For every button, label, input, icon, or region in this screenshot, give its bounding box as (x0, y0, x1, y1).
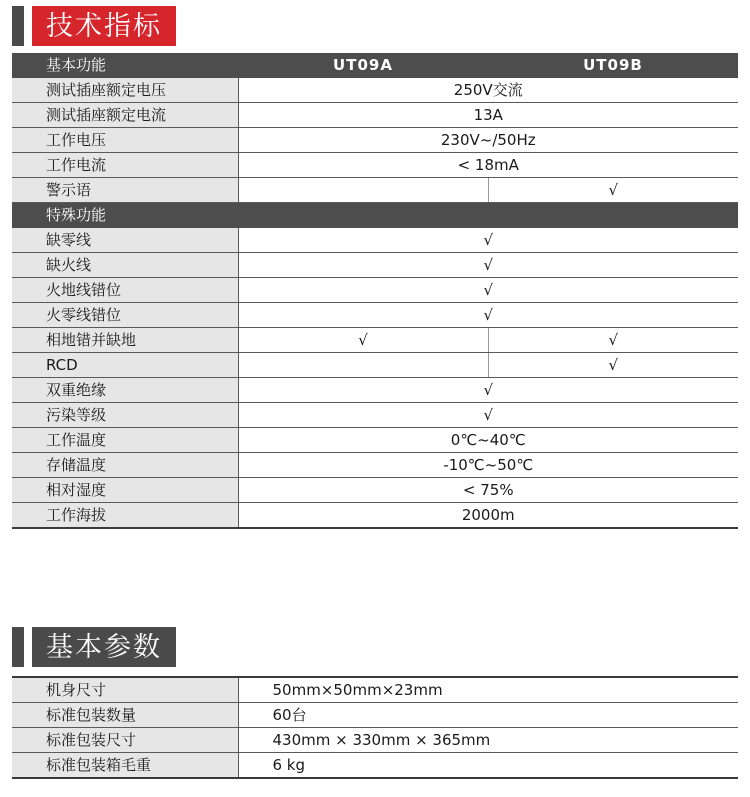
table-row (12, 178, 738, 203)
row-label: 缺零线 (12, 228, 238, 253)
table-row (12, 403, 738, 428)
row-label: 相地错并缺地 (12, 328, 238, 353)
row-value: √ (238, 278, 738, 303)
table-row (12, 78, 738, 103)
table-row (12, 677, 738, 703)
row-label: 基本功能 (12, 53, 238, 78)
table-row (12, 303, 738, 328)
table-row (12, 228, 738, 253)
col-header-ut09a: UT09A (238, 53, 488, 78)
row-value: √ (238, 303, 738, 328)
row-label: 污染等级 (12, 403, 238, 428)
table-row (12, 278, 738, 303)
table-row (12, 703, 738, 728)
check-ut09a (238, 178, 488, 203)
row-label: 工作电压 (12, 128, 238, 153)
row-value: < 18mA (238, 153, 738, 178)
row-label: 机身尺寸 (12, 677, 238, 703)
row-value: √ (238, 378, 738, 403)
table-row (12, 353, 738, 378)
row-label: 双重绝缘 (12, 378, 238, 403)
row-label: 测试插座额定电流 (12, 103, 238, 128)
tech-spec-table (12, 53, 738, 529)
table-row (12, 378, 738, 403)
header-accent-bar (12, 6, 24, 46)
row-value: √ (238, 253, 738, 278)
table-row (12, 453, 738, 478)
row-value: 250V交流 (238, 78, 738, 103)
table-row (12, 128, 738, 153)
header-filler (238, 203, 738, 228)
row-label: 火零线错位 (12, 303, 238, 328)
check-ut09b: √ (488, 328, 738, 353)
row-value: √ (238, 403, 738, 428)
row-value: 6 kg (238, 753, 738, 779)
table-row (12, 328, 738, 353)
basic-section-header (12, 627, 176, 667)
row-value: < 75% (238, 478, 738, 503)
check-ut09a: √ (238, 328, 488, 353)
table-row (12, 728, 738, 753)
table-row (12, 753, 738, 779)
row-label: 标准包装数量 (12, 703, 238, 728)
row-label: 缺火线 (12, 253, 238, 278)
row-label: 警示语 (12, 178, 238, 203)
row-value: 60台 (238, 703, 738, 728)
header-accent-bar (12, 627, 24, 667)
row-label: 测试插座额定电压 (12, 78, 238, 103)
table-row (12, 253, 738, 278)
check-ut09a (238, 353, 488, 378)
row-label: 标准包装尺寸 (12, 728, 238, 753)
row-label: 火地线错位 (12, 278, 238, 303)
col-header-ut09b: UT09B (488, 53, 738, 78)
table-row (12, 478, 738, 503)
table-row (12, 153, 738, 178)
row-value: √ (238, 228, 738, 253)
row-label: 相对湿度 (12, 478, 238, 503)
tech-section-header (12, 6, 176, 46)
row-label: 标准包装箱毛重 (12, 753, 238, 779)
row-value: 230V~/50Hz (238, 128, 738, 153)
tech-section-title: 技术指标 (32, 6, 176, 46)
row-label: 工作海拔 (12, 503, 238, 529)
check-ut09b: √ (488, 353, 738, 378)
row-label: 特殊功能 (12, 203, 238, 228)
row-value: 430mm × 330mm × 365mm (238, 728, 738, 753)
tech-header-row (12, 53, 738, 78)
basic-params-table (12, 676, 738, 779)
row-value: 0℃~40℃ (238, 428, 738, 453)
table-row (12, 103, 738, 128)
table-row (12, 503, 738, 529)
row-value: -10℃~50℃ (238, 453, 738, 478)
row-label: 工作电流 (12, 153, 238, 178)
row-label: RCD (12, 353, 238, 378)
row-value: 13A (238, 103, 738, 128)
row-label: 存储温度 (12, 453, 238, 478)
row-value: 2000m (238, 503, 738, 529)
row-label: 工作温度 (12, 428, 238, 453)
basic-section-title: 基本参数 (32, 627, 176, 667)
row-value: 50mm×50mm×23mm (238, 677, 738, 703)
table-row (12, 428, 738, 453)
check-ut09b: √ (488, 178, 738, 203)
special-header-row (12, 203, 738, 228)
